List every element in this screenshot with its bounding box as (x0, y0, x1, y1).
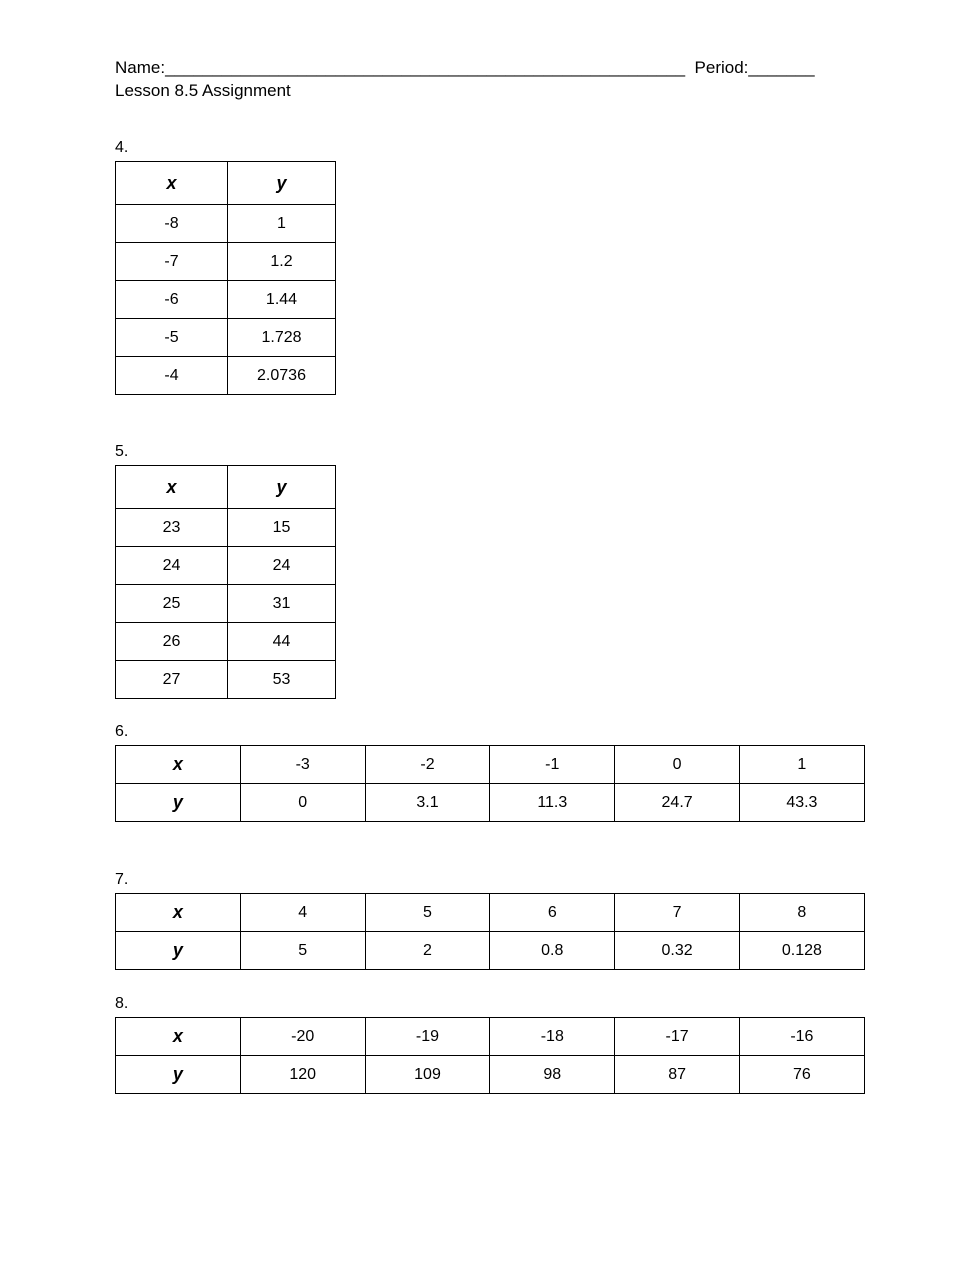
x-cell: 1 (739, 746, 864, 784)
table-row (116, 281, 336, 319)
problem-8-number: 8. (115, 995, 129, 1012)
table-row (116, 661, 336, 699)
x-cell: 25 (116, 585, 228, 623)
y-cell: 53 (228, 661, 336, 699)
x-cell: -7 (116, 243, 228, 281)
table-row (116, 243, 336, 281)
table-row (116, 319, 336, 357)
table-row (116, 509, 336, 547)
x-header: x (116, 162, 228, 205)
table-row (116, 746, 865, 784)
y-cell: 0.128 (739, 932, 864, 970)
y-cell: 5 (240, 932, 365, 970)
problem-4-number: 4. (115, 139, 129, 156)
name-period-line: Name:_______________________________________________________ Period:_______ (115, 58, 815, 77)
x-cell: 26 (116, 623, 228, 661)
y-header: y (228, 466, 336, 509)
y-header: y (116, 784, 241, 822)
x-header: x (116, 746, 241, 784)
problem-7-number: 7. (115, 871, 129, 888)
table-row (116, 547, 336, 585)
table-row (116, 1056, 865, 1094)
x-cell: -17 (615, 1018, 740, 1056)
x-cell: 0 (615, 746, 740, 784)
y-cell: 109 (365, 1056, 490, 1094)
y-cell: 44 (228, 623, 336, 661)
x-cell: -19 (365, 1018, 490, 1056)
y-cell: 1.2 (228, 243, 336, 281)
y-cell: 120 (240, 1056, 365, 1094)
table-row (116, 1018, 865, 1056)
table-row (116, 357, 336, 395)
y-cell: 2.0736 (228, 357, 336, 395)
x-header: x (116, 466, 228, 509)
y-header: y (116, 1056, 241, 1094)
x-header: x (116, 1018, 241, 1056)
y-cell: 2 (365, 932, 490, 970)
x-cell: -16 (739, 1018, 864, 1056)
problem-7-table (115, 893, 865, 970)
x-cell: -18 (490, 1018, 615, 1056)
x-cell: 4 (240, 894, 365, 932)
y-cell: 0 (240, 784, 365, 822)
problem-6-number: 6. (115, 723, 129, 740)
table-row (116, 932, 865, 970)
table-row (116, 205, 336, 243)
table-row (116, 585, 336, 623)
y-cell: 31 (228, 585, 336, 623)
problem-4-table (115, 161, 336, 395)
problem-6-table (115, 745, 865, 822)
problem-8-table (115, 1017, 865, 1094)
x-cell: 23 (116, 509, 228, 547)
y-cell: 1.44 (228, 281, 336, 319)
y-cell: 24 (228, 547, 336, 585)
y-cell: 0.8 (490, 932, 615, 970)
x-cell: -4 (116, 357, 228, 395)
x-cell: -1 (490, 746, 615, 784)
y-header: y (116, 932, 241, 970)
x-cell: 5 (365, 894, 490, 932)
table-row (116, 784, 865, 822)
y-cell: 11.3 (490, 784, 615, 822)
x-header: x (116, 894, 241, 932)
x-cell: 6 (490, 894, 615, 932)
y-cell: 1 (228, 205, 336, 243)
table-row (116, 894, 865, 932)
x-cell: -2 (365, 746, 490, 784)
y-header: y (228, 162, 336, 205)
assignment-title: Lesson 8.5 Assignment (115, 81, 291, 100)
y-cell: 43.3 (739, 784, 864, 822)
y-cell: 0.32 (615, 932, 740, 970)
problem-5-table (115, 465, 336, 699)
y-cell: 1.728 (228, 319, 336, 357)
x-cell: 7 (615, 894, 740, 932)
x-cell: -6 (116, 281, 228, 319)
y-cell: 87 (615, 1056, 740, 1094)
y-cell: 15 (228, 509, 336, 547)
y-cell: 98 (490, 1056, 615, 1094)
table-row (116, 623, 336, 661)
y-cell: 3.1 (365, 784, 490, 822)
x-cell: -3 (240, 746, 365, 784)
y-cell: 76 (739, 1056, 864, 1094)
x-cell: -8 (116, 205, 228, 243)
y-cell: 24.7 (615, 784, 740, 822)
problem-5-number: 5. (115, 443, 129, 460)
x-cell: 24 (116, 547, 228, 585)
x-cell: -20 (240, 1018, 365, 1056)
x-cell: 8 (739, 894, 864, 932)
x-cell: 27 (116, 661, 228, 699)
x-cell: -5 (116, 319, 228, 357)
